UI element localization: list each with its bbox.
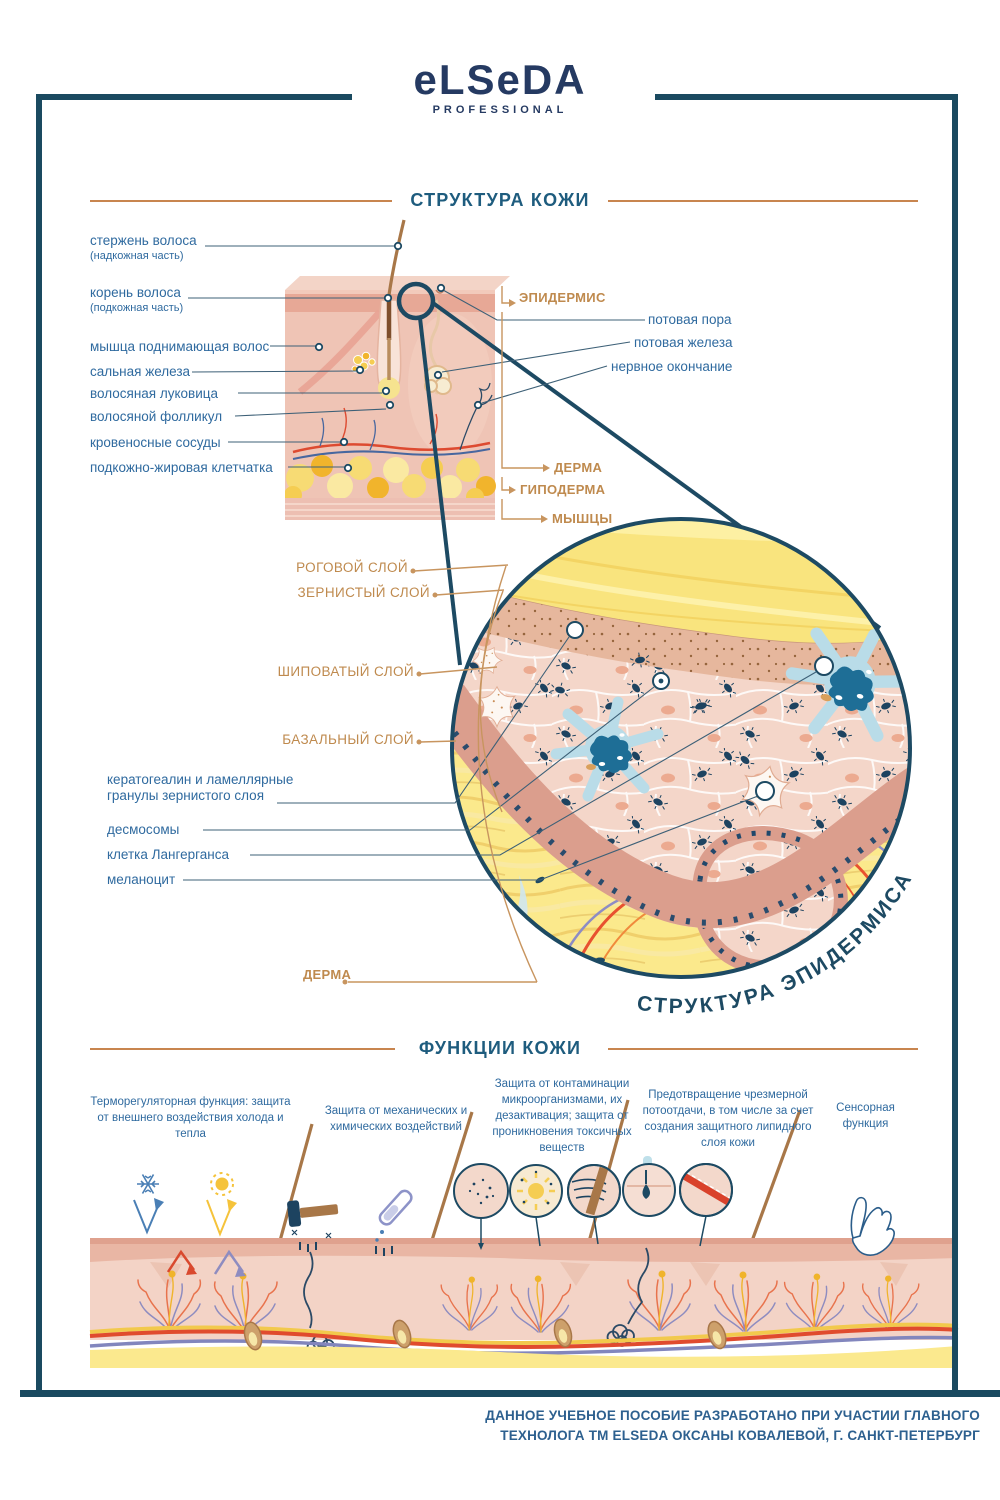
frame-left: [36, 94, 42, 1394]
brand-logo: eLSeDA: [413, 56, 587, 103]
label-keratohyalin-granules: кератогеалин и ламеллярные гранулы зернистого слоя: [107, 772, 294, 803]
label-stratum-corneum: РОГОВОЙ СЛОЙ: [296, 560, 408, 575]
label-hair-root: корень волоса (подкожная часть): [90, 285, 184, 314]
label-blood-vessels: кровеносные сосуды: [90, 435, 221, 450]
label-sweat-pore: потовая пора: [648, 312, 732, 327]
epidermis-structure-caption: СТРУКТУРА ЭПИДЕРМИСА: [635, 867, 918, 1019]
label-epidermis: ЭПИДЕРМИС: [519, 290, 606, 305]
cold-arrow-icon: [134, 1198, 164, 1232]
footer-credit: [380, 1406, 980, 1447]
hammer-icon: [287, 1196, 339, 1227]
label-hair-shaft-note: (надкожная часть): [90, 249, 184, 262]
label-stratum-basale: БАЗАЛЬНЫЙ СЛОЙ: [282, 732, 414, 747]
hand-icon: [851, 1198, 894, 1256]
functions-section-title: ФУНКЦИИ КОЖИ: [418, 1038, 582, 1058]
label-hair-root-note: (подкожная часть): [90, 301, 184, 314]
label-hypoderma: ГИПОДЕРМА: [520, 482, 606, 497]
structure-section-title: СТРУКТУРА КОЖИ: [410, 190, 590, 210]
test-tube-icon: [377, 1188, 413, 1226]
function-label-mechanical-protection: Защита от механических и химических воздействий: [324, 1105, 468, 1134]
label-langerhans-cell: клетка Лангерганса: [107, 847, 229, 862]
label-subcutaneous-fat: подкожно-жировая клетчатка: [90, 460, 273, 475]
microbes-inset-icon: [454, 1164, 508, 1250]
function-label-microbial-protection: Защита от контаминации микроорганизмами, их дезактивация; защита от проникновения токсичных веществ: [492, 1078, 632, 1155]
deactivation-inset-icon: [510, 1165, 562, 1246]
label-derma-bottom: ДЕРМА: [303, 967, 352, 982]
label-nerve-ending: нервное окончание: [611, 359, 733, 374]
skin-block-illustration: [284, 220, 510, 520]
label-desmosomes: десмосомы: [107, 822, 180, 837]
label-melanocyte: меланоцит: [107, 872, 176, 887]
sun-icon: [211, 1173, 233, 1195]
heat-arrow-icon: [207, 1199, 237, 1234]
label-sweat-gland: потовая железа: [634, 335, 733, 350]
footer-line-1: ДАННОЕ УЧЕБНОЕ ПОСОБИЕ РАЗРАБОТАНО ПРИ УЧАСТИИ ГЛАВНОГО: [485, 1408, 980, 1423]
function-label-sweat-regulation: Предотвращение чрезмерной потоотдачи, в том числе за счет создания защитного липидного слоя кожи: [642, 1089, 814, 1150]
functions-title-rule-right: [608, 1048, 918, 1050]
label-hair-shaft: стержень волоса (надкожная часть): [90, 233, 197, 262]
label-muscles: МЫШЦЫ: [552, 511, 613, 526]
snowflake-icon: [137, 1175, 159, 1194]
label-sebaceous-gland: сальная железа: [90, 364, 191, 379]
frame-bottom: [20, 1390, 1000, 1397]
label-derma: ДЕРМА: [554, 460, 603, 475]
structure-title-rule-right: [608, 200, 918, 202]
toxin-barrier-inset-icon: [568, 1165, 620, 1244]
frame-right: [952, 94, 958, 1394]
label-hair-follicle: волосяной фолликул: [90, 409, 223, 424]
function-label-thermoregulation: Терморегуляторная функция: защита от внешнего воздействия холода и тепла: [90, 1096, 291, 1141]
footer-line-2: ТЕХНОЛОГА ТМ ELSEDA ОКСАНЫ КОВАЛЕВОЙ, Г. САНКТ-ПЕТЕРБУРГ: [500, 1428, 980, 1444]
label-hair-bulb: волосяная луковица: [90, 386, 218, 401]
label-arrector-muscle: мышца поднимающая волос: [90, 339, 270, 354]
sweat-pore-inset-icon: [623, 1156, 675, 1216]
label-stratum-granulosum: ЗЕРНИСТЫЙ СЛОЙ: [297, 585, 430, 600]
brand-tagline: PROFESSIONAL: [432, 104, 568, 116]
function-label-sensory: Сенсорная функция: [836, 1102, 895, 1131]
lipid-layer-inset-icon: [680, 1164, 732, 1246]
label-stratum-spinosum: ШИПОВАТЫЙ СЛОЙ: [277, 664, 414, 679]
